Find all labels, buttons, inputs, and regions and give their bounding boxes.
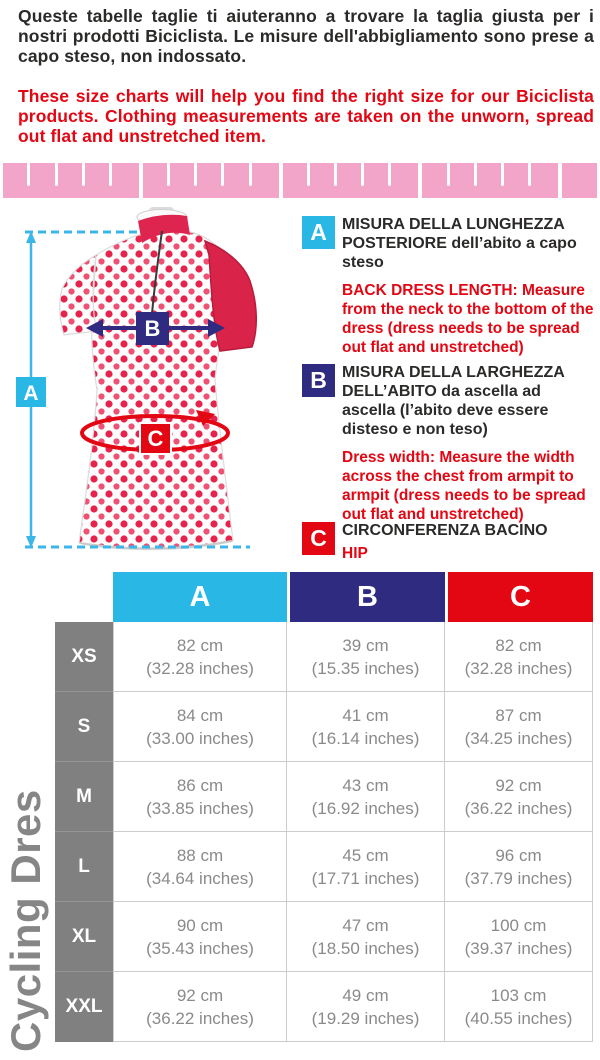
ruler-segment [283,163,419,198]
ruler-segment [143,163,279,198]
measurement-cell: 45 cm (17.71 inches) [287,832,445,902]
legend-item-back-length [302,215,596,357]
ruler-segment [422,163,558,198]
size-label: XXL [55,972,113,1042]
legend-description-english: Dress width: Measure the width across the chest from armpit to armpit (dress needs to be spread out flat and unstretched) [342,449,586,523]
table-corner-spacer [55,572,113,622]
legend-item-hip [302,521,596,563]
measurement-cell: 82 cm (32.28 inches) [113,622,287,692]
size-label: S [55,692,113,762]
size-label: XL [55,902,113,972]
measure-a-letter: A [23,382,39,405]
measurement-cell: 92 cm (36.22 inches) [445,762,593,832]
product-name-vertical: Cycling Dres [2,789,49,1052]
size-label: L [55,832,113,902]
column-header-c: C [445,572,593,622]
measurement-cell: 43 cm (16.92 inches) [287,762,445,832]
ruler-segment [3,163,139,198]
measuring-tape-ruler [3,163,597,198]
ruler-segment [562,163,597,198]
measurement-cell: 47 cm (18.50 inches) [287,902,445,972]
measurement-cell: 92 cm (36.22 inches) [113,972,287,1042]
legend-title-italian: CIRCONFERENZA BACINO [342,522,548,539]
intro-italian: Queste tabelle taglie ti aiuteranno a trovare la taglia giusta per i nostri prodotti Biciclista. Le misure dell'abbigliamento sono prese a capo steso, non indossato. [18,6,594,66]
measurement-cell: 96 cm (37.79 inches) [445,832,593,902]
column-header-a: A [113,572,287,622]
legend-badge-b: B [302,364,335,397]
measurement-cell: 84 cm (33.00 inches) [113,692,287,762]
measurement-cell: 86 cm (33.85 inches) [113,762,287,832]
size-label: XS [55,622,113,692]
measurement-legend [302,213,596,573]
measurement-cell: 88 cm (34.64 inches) [113,832,287,902]
dress-left-sleeve [60,255,97,335]
legend-description-english: BACK DRESS LENGTH: Measure from the neck to the bottom of the dress (dress needs to be spread out flat and unstretched) [342,282,594,356]
measurement-cell: 41 cm (16.14 inches) [287,692,445,762]
measurement-cell: 90 cm (35.43 inches) [113,902,287,972]
measure-b-letter: B [144,316,161,341]
legend-title-italian: MISURA DELLA LUNGHEZZA POSTERIORE dell’abito a capo steso [342,216,577,271]
measurement-cell: 49 cm (19.29 inches) [287,972,445,1042]
measurement-cell: 87 cm (34.25 inches) [445,692,593,762]
legend-badge-a: A [302,216,335,249]
size-table [55,572,593,1042]
measurement-cell: 82 cm (32.28 inches) [445,622,593,692]
legend-description-english: HIP [342,545,368,562]
size-label: M [55,762,113,832]
legend-item-dress-width [302,363,596,524]
measure-c-letter: C [147,426,164,451]
measurement-cell: 100 cm (39.37 inches) [445,902,593,972]
dress-illustration [0,205,300,565]
dress-measurement-diagram [0,205,300,565]
legend-title-italian: MISURA DELLA LARGHEZZA DELL’ABITO da ascella ad ascella (l’abito deve essere disteso e non teso) [342,364,565,438]
measurement-cell: 103 cm (40.55 inches) [445,972,593,1042]
measurement-cell: 39 cm (15.35 inches) [287,622,445,692]
column-header-b: B [287,572,445,622]
intro-english: These size charts will help you find the right size for our Biciclista products. Clothing measurements are taken on the unworn, spread out flat and unstretched item. [18,86,594,146]
legend-badge-c: C [302,522,335,555]
